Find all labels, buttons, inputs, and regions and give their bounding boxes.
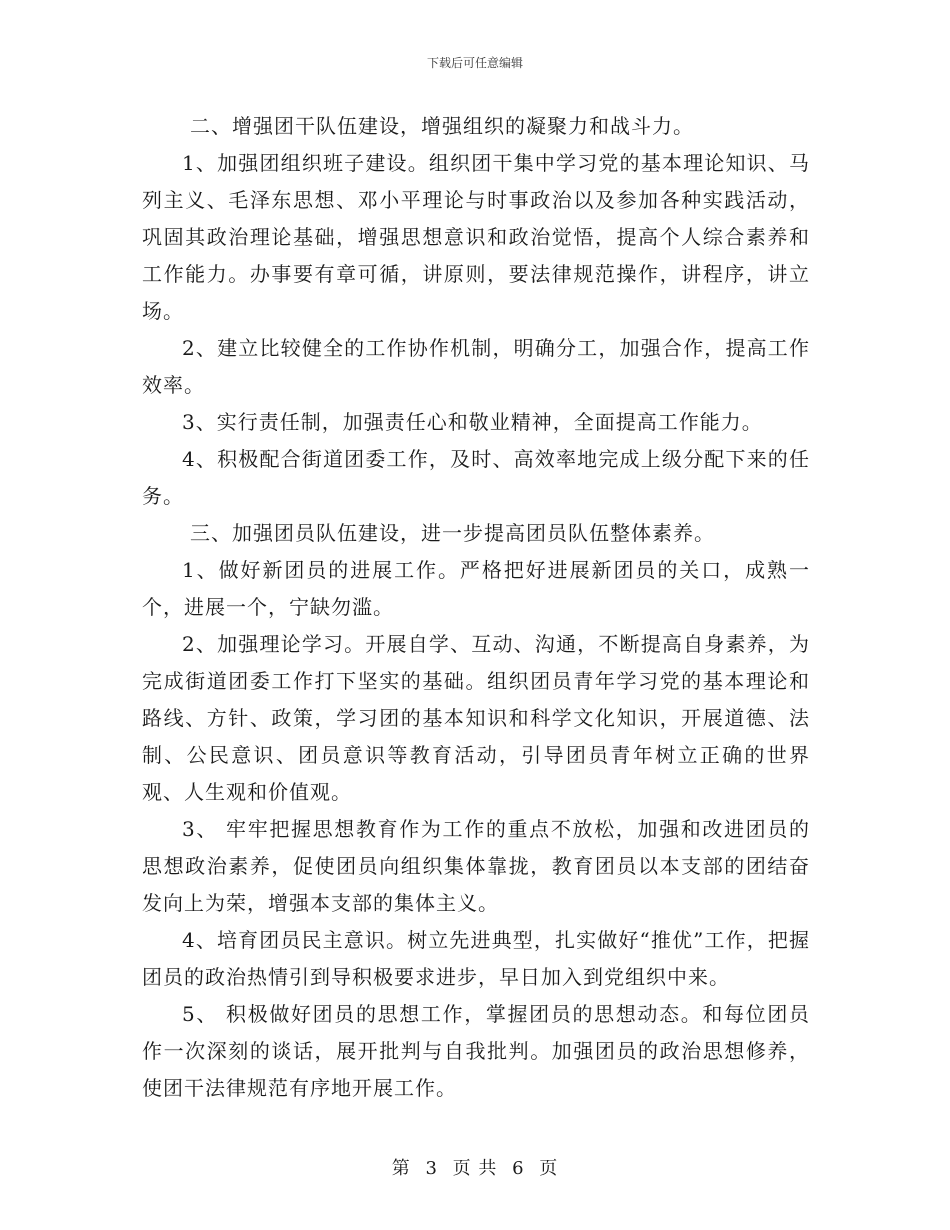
footer-prefix: 第 (391, 1158, 411, 1179)
paragraph: 1、做好新团员的进展工作。严格把好进展新团员的关口，成熟一个，进展一个，宁缺勿滥。 (142, 558, 810, 619)
paragraph: 2、加强理论学习。开展自学、互动、沟通，不断提高自身素养，为完成街道团委工作打下坚实的基础。组织团员青年学习党的基本理论和路线、方针、政策，学习团的基本知识和科学文化知识，开展道德、法制、公民意识、团员意识等教育活动，引导团员青年树立正确的世界观、人生观和价值观。 (142, 632, 810, 804)
paragraph: 1、加强团组织班子建设。组织团干集中学习党的基本理论知识、马列主义、毛泽东思想、邓小平理论与时事政治以及参加各种实践活动，巩固其政治理论基础，增强思想意识和政治觉悟，提高个人综合素养和工作能力。办事要有章可循，讲原则，要法律规范操作，讲程序，讲立场。 (142, 151, 810, 323)
section-heading-2: 二、增强团干队伍建设，增强组织的凝聚力和战斗力。 (190, 114, 694, 138)
paragraph: 3、 牢牢把握思想教育作为工作的重点不放松，加强和改进团员的思想政治素养，促使团员向组织集体靠拢，教育团员以本支部的团结奋发向上为荣，增强本支部的集体主义。 (142, 817, 810, 915)
section-heading-3: 三、加强团员队伍建设，进一步提高团员队伍整体素养。 (190, 521, 715, 545)
paragraph: 3、实行责任制，加强责任心和敬业精神，全面提高工作能力。 (182, 410, 763, 434)
document-body (142, 108, 810, 1107)
total-page-number: 6 (512, 1158, 525, 1179)
current-page-number: 3 (425, 1158, 438, 1179)
page-number-footer (0, 1154, 950, 1180)
paragraph: 4、培育团员民主意识。树立先进典型，扎实做好“推优”工作，把握团员的政治热情引到导积极要求进步，早日加入到党组织中来。 (142, 928, 810, 989)
footer-middle: 页 共 (452, 1158, 498, 1179)
paragraph: 2、建立比较健全的工作协作机制，明确分工，加强合作，提高工作效率。 (142, 336, 810, 397)
header-note: 下载后可任意编辑 (426, 56, 523, 70)
paragraph: 5、 积极做好团员的思想工作，掌握团员的思想动态。和每位团员作一次深刻的谈话，展开批判与自我批判。加强团员的政治思想修养，使团干法律规范有序地开展工作。 (142, 1002, 810, 1100)
footer-suffix: 页 (539, 1158, 559, 1179)
paragraph: 4、积极配合街道团委工作，及时、高效率地完成上级分配下来的任务。 (142, 447, 810, 508)
